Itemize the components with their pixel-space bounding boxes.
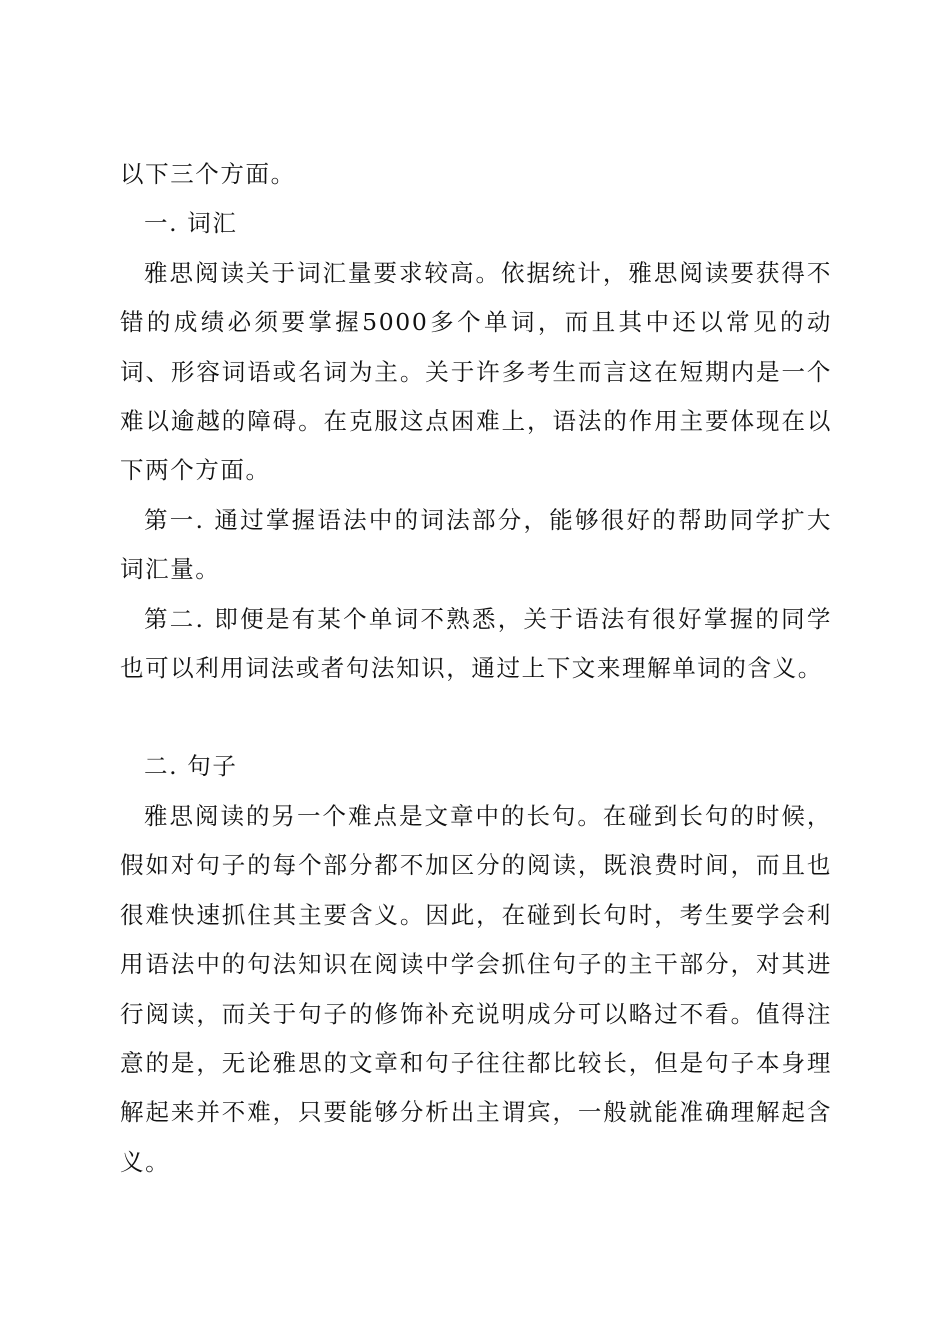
paragraph-point-two: 第二. 即便是有某个单词不熟悉，关于语法有很好掌握的同学也可以利用词法或者句法知识，通过上下文来理解单词的含义。 xyxy=(120,604,832,683)
paragraph-sentences: 雅思阅读的另一个难点是文章中的长句。在碰到长句的时候，假如对句子的每个部分都不加区分的阅读，既浪费时间，而且也很难快速抓住其主要含义。因此，在碰到长句时，考生要学会利用语法中的句法知识在阅读中学会抓住句子的主干部分，对其进行阅读，而关于句子的修饰补充说明成分可以略过不看。值得注意的是，无论雅思的文章和句子往往都比较长，但是句子本身理解起来并不难，只要能够分析出主谓宾，一般就能准确理解起含义。 xyxy=(120,801,832,1176)
paragraph-point-one: 第一. 通过掌握语法中的词法部分，能够很好的帮助同学扩大词汇量。 xyxy=(120,505,832,584)
section-heading-vocabulary: 一. 词汇 xyxy=(144,209,238,238)
paragraph-continuation: 以下三个方面。 xyxy=(120,160,296,188)
document-body xyxy=(120,150,832,1187)
paragraph-vocabulary: 雅思阅读关于词汇量要求较高。依据统计，雅思阅读要获得不错的成绩必须要掌握5000多个单词，而且其中还以常见的动词、形容词语或名词为主。关于许多考生而言这在短期内是一个难以逾越的障碍。在克服这点困难上，语法的作用主要体现在以下两个方面。 xyxy=(120,258,832,485)
section-heading-sentences: 二. 句子 xyxy=(144,752,238,781)
